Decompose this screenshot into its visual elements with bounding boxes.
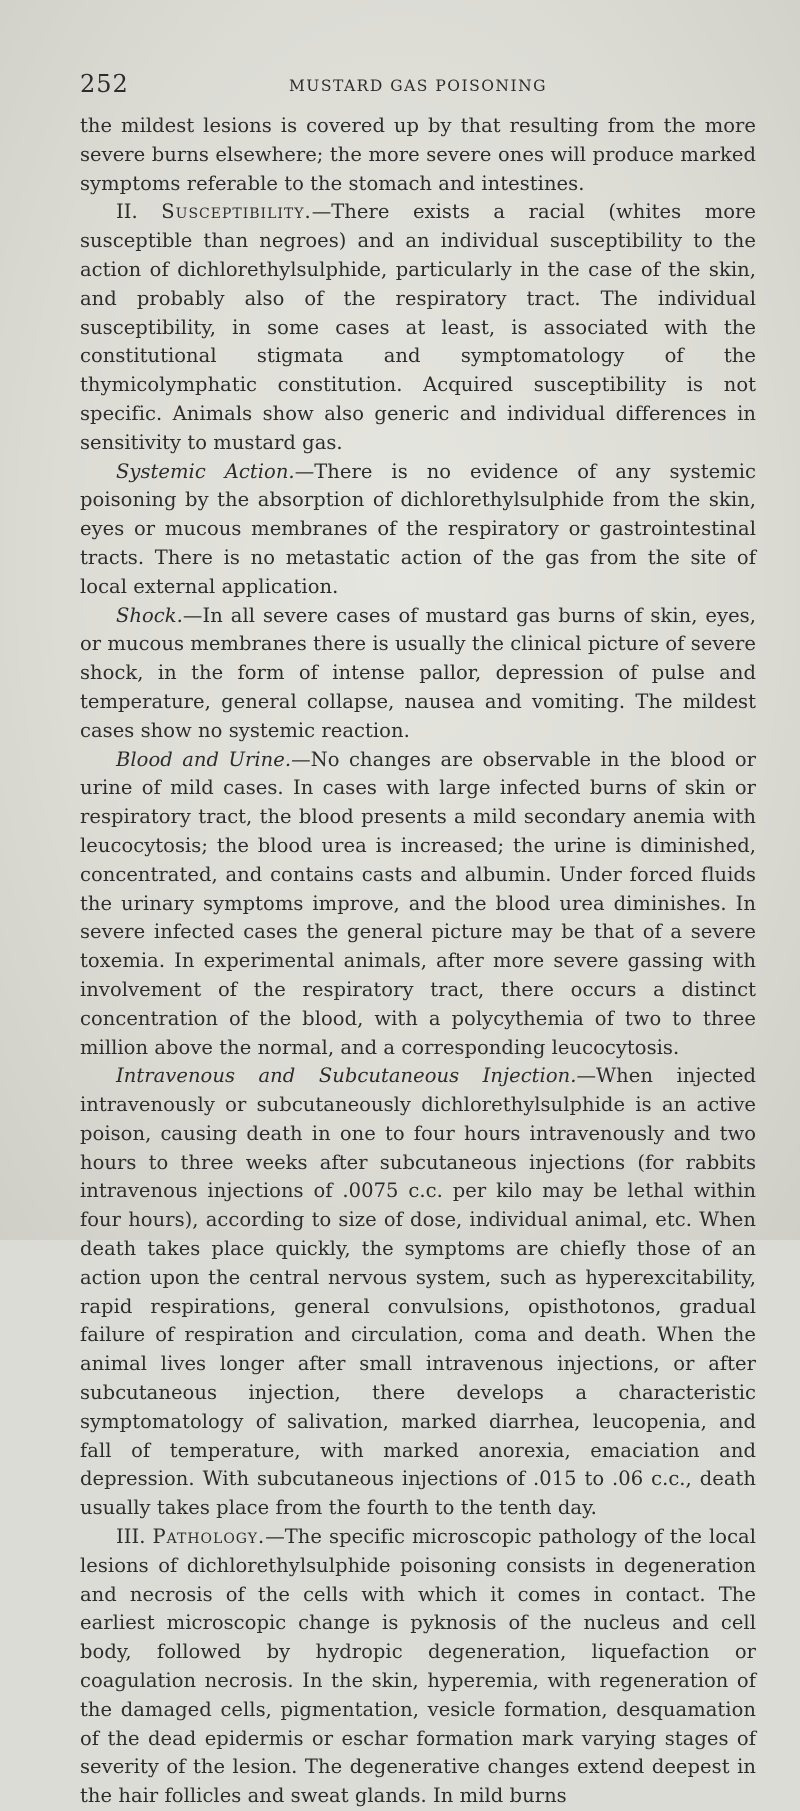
- paragraph-continuation: the mildest lesions is covered up by that resulting from the more severe burns elsewhere; the more severe ones will produce marked symptoms referable to the stomach and intestines.: [80, 114, 756, 195]
- section-numeral: III.: [116, 1525, 146, 1549]
- paragraph-text: —No changes are observable in the blood or urine of mild cases. In cases with large infected burns of skin or respiratory tract, the blood presents a mild secondary anemia with leucocytosis; the blood urea is increased; the urine is diminished, concentrated, and contains casts and albumin. Under forced fluids the urinary symptoms improve, and the blood urea diminishes. In severe infected cases the general picture may be that of a severe toxemia. In experimental animals, after more severe gassing with involvement of the respiratory tract, there occurs a distinct concentration of the blood, with a polycythemia of two to three million above the normal, and a corresponding leucocytosis.: [80, 747, 756, 1059]
- section-heading-susceptibility: Susceptibility.: [161, 200, 312, 224]
- body-text: [80, 112, 756, 1811]
- running-title: MUSTARD GAS POISONING: [288, 77, 548, 95]
- page-number: 252: [80, 70, 129, 98]
- paragraph-text: —There is no evidence of any systemic poisoning by the absorption of dichlorethylsulphide from the skin, eyes or mucous membranes of the respiratory or gastrointestinal tracts. There is no metastatic action of the gas from the site of local external application.: [80, 459, 756, 598]
- paragraph-shock: [80, 602, 756, 746]
- paragraph-susceptibility: [80, 198, 756, 457]
- page-header: [80, 70, 756, 106]
- subheading-shock: Shock.: [116, 603, 183, 627]
- paragraph-text: —The specific microscopic pathology of the local lesions of dichlorethylsulphide poisoning consists in degeneration and necrosis of the cells with which it comes in contact. The earliest microscopic change is pyknosis of the nucleus and cell body, followed by hydropic degeneration, liquefaction or coagulation necrosis. In the skin, hyperemia, with regeneration of the damaged cells, pigmentation, vesicle formation, desquamation of the dead epidermis or eschar formation mark varying stages of severity of the lesion. The degenerative changes extend deepest in the hair follicles and sweat glands. In mild burns: [80, 1525, 756, 1808]
- paragraph-pathology: [80, 1523, 756, 1811]
- section-numeral: II.: [116, 200, 138, 224]
- paragraph-text: —There exists a racial (whites more susceptible than negroes) and an individual susceptibility to the action of dichlorethylsulphide, particularly in the case of the skin, and probably also of the respiratory tract. The individual susceptibility, in some cases at least, is associated with the constitutional stigmata and symptomatology of the thymicolymphatic constitution. Acquired susceptibility is not specific. Animals show also generic and individual differences in sensitivity to mustard gas.: [80, 200, 756, 454]
- section-heading-pathology: Pathology.: [152, 1525, 266, 1549]
- subheading-blood-urine: Blood and Urine.: [116, 747, 292, 771]
- subheading-systemic-action: Systemic Action.: [116, 459, 295, 483]
- subheading-injection: Intravenous and Subcutaneous Injection.: [116, 1064, 577, 1088]
- paragraph-text: —When injected intravenously or subcutaneously dichlorethylsulphide is an active poison, causing death in one to four hours intravenously and two hours to three weeks after subcutaneous injections (for rabbits intravenous injections of .0075 c.c. per kilo may be lethal within four hours), according to size of dose, individual animal, etc. When death takes place quickly, the symptoms are chiefly those of an action upon the central nervous system, such as hyperexcitability, rapid respirations, general convulsions, opisthotonos, gradual failure of respiration and circulation, coma and death. When the animal lives longer after small intravenous injections, or after subcutaneous injection, there develops a characteristic symptomatology of salivation, marked diarrhea, leucopenia, and fall of temperature, with marked anorexia, emaciation and depression. With subcutaneous injections of .015 to .06 c.c., death usually takes place from the fourth to the tenth day.: [80, 1064, 757, 1520]
- paragraph-systemic-action: [80, 458, 756, 602]
- paragraph-text: —In all severe cases of mustard gas burns of skin, eyes, or mucous membranes there is usually the clinical picture of severe shock, in the form of intense pallor, depression of pulse and temperature, general collapse, nausea and vomiting. The mildest cases show no systemic reaction.: [80, 603, 756, 742]
- paragraph-injection: [80, 1062, 756, 1523]
- paragraph-blood-urine: [80, 746, 756, 1063]
